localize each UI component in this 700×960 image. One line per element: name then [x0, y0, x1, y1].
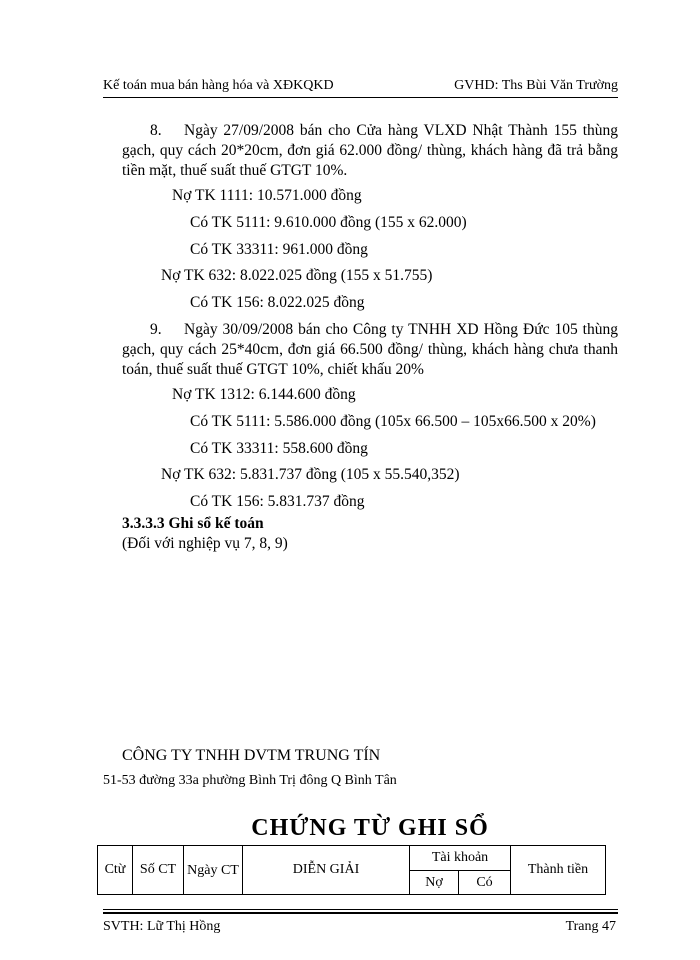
- col-thanh-tien-header: Thành tiền: [511, 846, 606, 895]
- col-so-ct-header: Số CT: [133, 846, 184, 895]
- col-dien-giai-header: DIỄN GIẢI: [243, 846, 410, 895]
- col-no-header: Nợ: [410, 871, 459, 895]
- transaction-8-number: 8.: [150, 122, 162, 139]
- transaction-8-text: Ngày 27/09/2008 bán cho Cửa hàng VLXD Nhật Thành 155 thùng gạch, quy cách 20*20cm, đơn giá 62.000 đồng/ thùng, khách hàng đã trả bằng tiền mặt, thuế suất thuế GTGT 10%.: [122, 122, 618, 179]
- transaction-8-entry-debit-cash: Nợ TK 1111: 10.571.000 đồng: [172, 187, 362, 204]
- transaction-8-entry-debit-cogs: Nợ TK 632: 8.022.025 đồng (155 x 51.755): [161, 267, 433, 284]
- col-tai-khoan-header: Tài khoản: [410, 846, 511, 871]
- transaction-9-paragraph: [122, 320, 618, 380]
- transaction-9-entry-credit-revenue: Có TK 5111: 5.586.000 đồng (105x 66.500 – 105x66.500 x 20%): [190, 413, 596, 430]
- transaction-8-entry-credit-revenue: Có TK 5111: 9.610.000 đồng (155 x 62.000): [190, 214, 467, 231]
- voucher-table: [97, 845, 606, 895]
- footer-page-number: Trang 47: [565, 919, 616, 934]
- transaction-9-entry-debit-cogs: Nợ TK 632: 5.831.737 đồng (105 x 55.540,352): [161, 466, 460, 483]
- transaction-8-entry-credit-inventory: Có TK 156: 8.022.025 đồng: [190, 294, 365, 311]
- voucher-title: CHỨNG TỪ GHI SỔ: [251, 815, 489, 841]
- section-note: (Đối với nghiệp vụ 7, 8, 9): [122, 535, 288, 552]
- footer-rule-top: [103, 909, 618, 910]
- col-ngay-ct-header: Ngày CT: [184, 846, 243, 895]
- col-co-header: Có: [459, 871, 511, 895]
- company-address: 51-53 đường 33a phường Bình Trị đông Q Bình Tân: [103, 773, 397, 788]
- footer-rule-bottom: [103, 912, 618, 914]
- col-ctu-header: Ctừ: [98, 846, 133, 895]
- section-heading: 3.3.3.3 Ghi sổ kế toán: [122, 515, 264, 532]
- transaction-9-number: 9.: [150, 321, 162, 338]
- company-name: CÔNG TY TNHH DVTM TRUNG TÍN: [122, 747, 381, 764]
- footer-student: SVTH: Lữ Thị Hồng: [103, 919, 221, 934]
- header-title: Kế toán mua bán hàng hóa và XĐKQKD: [103, 78, 334, 93]
- transaction-8-entry-credit-vat: Có TK 33311: 961.000 đồng: [190, 241, 368, 258]
- transaction-9-entry-credit-vat: Có TK 33311: 558.600 đồng: [190, 440, 368, 457]
- transaction-9-entry-credit-inventory: Có TK 156: 5.831.737 đồng: [190, 493, 365, 510]
- transaction-9-text: Ngày 30/09/2008 bán cho Công ty TNHH XD Hồng Đức 105 thùng gạch, quy cách 25*40cm, đơn giá 66.500 đồng/ thùng, khách hàng chưa thanh toán, thuế suất thuế GTGT 10%, chiết khấu 20%: [122, 321, 618, 378]
- transaction-9-entry-debit-receivable: Nợ TK 1312: 6.144.600 đồng: [172, 386, 356, 403]
- header-supervisor: GVHD: Ths Bùi Văn Trường: [454, 78, 618, 93]
- header-rule: [103, 97, 618, 98]
- transaction-8-paragraph: [122, 121, 618, 181]
